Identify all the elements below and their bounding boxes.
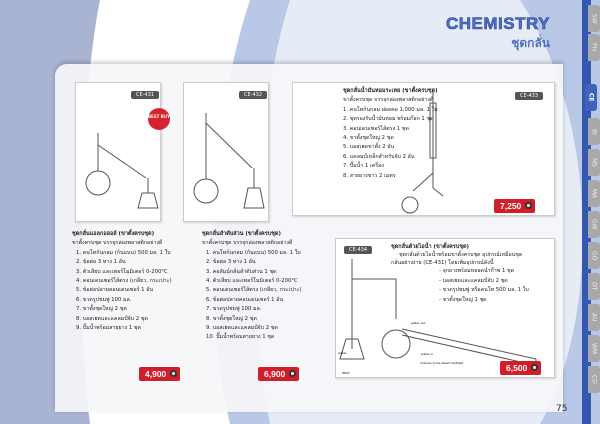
tab-cd[interactable]: CD	[588, 366, 600, 393]
diagram-label: water	[338, 351, 347, 355]
product-description-ce-431	[72, 230, 192, 333]
tag-hole-icon	[531, 364, 538, 371]
list-item: - จุกยางพร้อมหลอดนำก๊าซ 1 ชุด	[439, 268, 515, 274]
price: 4,900	[145, 369, 167, 379]
best-buy-badge: BEST BUY	[148, 108, 170, 130]
price: 7,250	[500, 201, 522, 211]
list-item: 9. บอสเฮดและแคลมป์จับ 2 ชุด	[206, 325, 278, 332]
tab-gw[interactable]: GW	[588, 211, 600, 238]
list-item: 3. คอนเดนเซอร์ไส้ตรง 1 ชุด	[343, 125, 409, 132]
list-item: 2. ข้อต่อ 3 ทาง 1 อัน	[76, 259, 126, 266]
price-tag-ce-432[interactable]	[258, 367, 299, 381]
product-description-ce-433	[343, 87, 463, 181]
list-item: 4. ตัวเสียบ และเทอร์โมมิเตอร์ 0-200°C	[206, 278, 298, 285]
product-description-ce-432	[202, 230, 327, 343]
list-item: 6. แคลมป์เหล็กสำหรับจับ 2 อัน	[343, 153, 415, 160]
tag-hole-icon	[289, 370, 296, 377]
product-subtitle: ขาตั้งครบชุด บรรจุกล่องพลาสติกอย่างดี	[202, 240, 293, 247]
diagram-label: HEAT	[342, 371, 350, 375]
list-item: - บอสเฮดและแคลมป์จับ 2 ชุด	[439, 277, 508, 284]
list-item: - ขวดรูปชมพู่ หรือคนโท 500 มล. 1 ใบ	[439, 287, 529, 293]
tab-ph[interactable]: PH	[588, 34, 600, 61]
product-card-ce-434	[335, 238, 555, 378]
list-item: 6. ขวดรูปชมพู่ 100 มล.	[76, 296, 132, 303]
product-subtitle: ขาตั้งครบชุด บรรจุกล่องพลาสติกอย่างดี	[72, 240, 163, 247]
list-item: 2. ข้อต่อ 3 ทาง 1 อัน	[206, 259, 256, 266]
tab-ms[interactable]: MS	[588, 149, 600, 176]
list-item: 7. ขาตั้งชุดใหญ่ 2 ชุด	[76, 306, 127, 313]
list-item: 9. ปั๊มน้ำพร้อมสายยาง 1 ชุด	[76, 325, 141, 332]
list-item: 5. ข้อต่อปลายคอนเดนเซอร์ 1 อัน	[76, 287, 154, 294]
product-code: CE-434	[344, 246, 372, 254]
description-line: กลั่นอย่างง่าย (CE-431) โดยเพิ่มอุปกรณ์ดังนี้	[391, 260, 494, 266]
product-image-ce-431	[75, 82, 161, 222]
list-item: 8. บอสเฮดและแคลมป์จับ 2 ชุด	[76, 315, 148, 322]
page-title: CHEMISTRY	[446, 14, 550, 33]
tab-ma[interactable]: MA	[588, 180, 600, 207]
product-code: CE-431	[131, 91, 159, 99]
product-code: CE-433	[515, 92, 543, 100]
price-tag-ce-431[interactable]	[139, 367, 180, 381]
product-subtitle: ขาตั้งครบชุด บรรจุกล่องพลาสติกอย่างดี	[343, 97, 434, 104]
description-line: ชุดกลั่นด้วยไอน้ำพร้อมขาตั้งครบชุด อุปกรณ์เหมือนชุด	[399, 252, 523, 258]
list-item: 4. คอนเดนเซอร์ไส้ตรง (เกลียว, กระเปาะ)	[76, 278, 172, 285]
tab-ot[interactable]: OT	[588, 273, 600, 300]
tag-hole-icon	[170, 370, 177, 377]
tab-go[interactable]: GO	[588, 242, 600, 269]
tab-sw[interactable]: SW	[588, 5, 600, 32]
list-item: 1. คนโทก้นกลม (ก้นแบน) 500 มล. 1 ใบ	[206, 249, 301, 256]
product-title: ชุดกลั่นน้ำมันหอมระเหย (ขาตั้งครบชุด)	[343, 88, 438, 94]
product-code: CE-432	[239, 91, 267, 99]
product-card-ce-433	[292, 82, 555, 216]
list-item: - ขาตั้งชุดใหญ่ 1 ชุด	[439, 296, 487, 303]
price-tag-ce-434[interactable]	[500, 361, 541, 375]
list-item: 10. ปั๊มน้ำพร้อมสายยาง 1 ชุด	[206, 334, 275, 341]
page-number: 75	[556, 404, 568, 414]
tab-au[interactable]: AU	[588, 304, 600, 331]
product-image-ce-432	[183, 82, 269, 222]
list-item: 1. คนโทก้นกลม (ก้นแบน) 500 มล. 1 ใบ	[76, 249, 171, 256]
diagram-label: mixture to be steam distilled	[420, 361, 464, 365]
product-description-ce-434	[391, 243, 551, 305]
diagram-label: water in	[421, 352, 434, 356]
product-title: ชุดกลั่นแอลกอฮอล์ (ขาตั้งครบชุด)	[72, 231, 155, 237]
page-header	[446, 14, 550, 53]
price-tag-ce-433[interactable]	[494, 199, 535, 213]
list-item: 8. สายยางขาว 2 เมตร	[343, 172, 396, 179]
price: 6,500	[506, 363, 528, 373]
list-item: 7. ปั๊มน้ำ 1 เครื่อง	[343, 163, 384, 170]
product-title: ชุดกลั่นด้วยไอน้ำ (ขาตั้งครบชุด)	[391, 244, 470, 250]
list-item: 2. ชุดรองรับน้ำมันหอม พร้อมก๊อก 1 ชุด	[343, 116, 434, 123]
fractional-distillation-icon	[184, 83, 270, 223]
list-item: 5. บอสเฮดขาตั้ง 2 อัน	[343, 144, 395, 151]
diagram-label: water out	[411, 321, 426, 325]
page-subtitle: ชุดกลั่น	[511, 36, 550, 50]
list-item: 3. คอลัมน์กลั่นลำดับส่วน 1 ชุด	[206, 268, 277, 275]
list-item: 3. ตัวเสียบ และเทอร์โมมิเตอร์ 0-200°C	[76, 268, 168, 275]
tab-ce[interactable]: CE	[585, 84, 597, 111]
list-item: 8. ขาตั้งชุดใหญ่ 2 ชุด	[206, 315, 257, 322]
tag-hole-icon	[525, 202, 532, 209]
list-item: 4. ขาตั้งชุดใหญ่ 2 ชุด	[343, 135, 394, 142]
tab-wm[interactable]: WM	[588, 335, 600, 362]
tab-bi[interactable]: BI	[588, 118, 600, 145]
list-item: 7. ขวดรูปชมพู่ 100 มล.	[206, 306, 262, 313]
list-item: 1. คนโทก้นกลม ฝอยคอ 1,000 มล. 1 ใบ	[343, 106, 438, 113]
price: 6,900	[264, 369, 286, 379]
product-title: ชุดกลั่นลำดับส่วน (ขาตั้งครบชุด)	[202, 231, 281, 237]
distillation-apparatus-icon	[76, 83, 162, 223]
list-item: 6. ข้อต่อปลายคอนเดนเซอร์ 1 อัน	[206, 296, 284, 303]
list-item: 5. คอนเดนเซอร์ไส้ตรง (เกลียว, กระเปาะ)	[206, 287, 302, 294]
